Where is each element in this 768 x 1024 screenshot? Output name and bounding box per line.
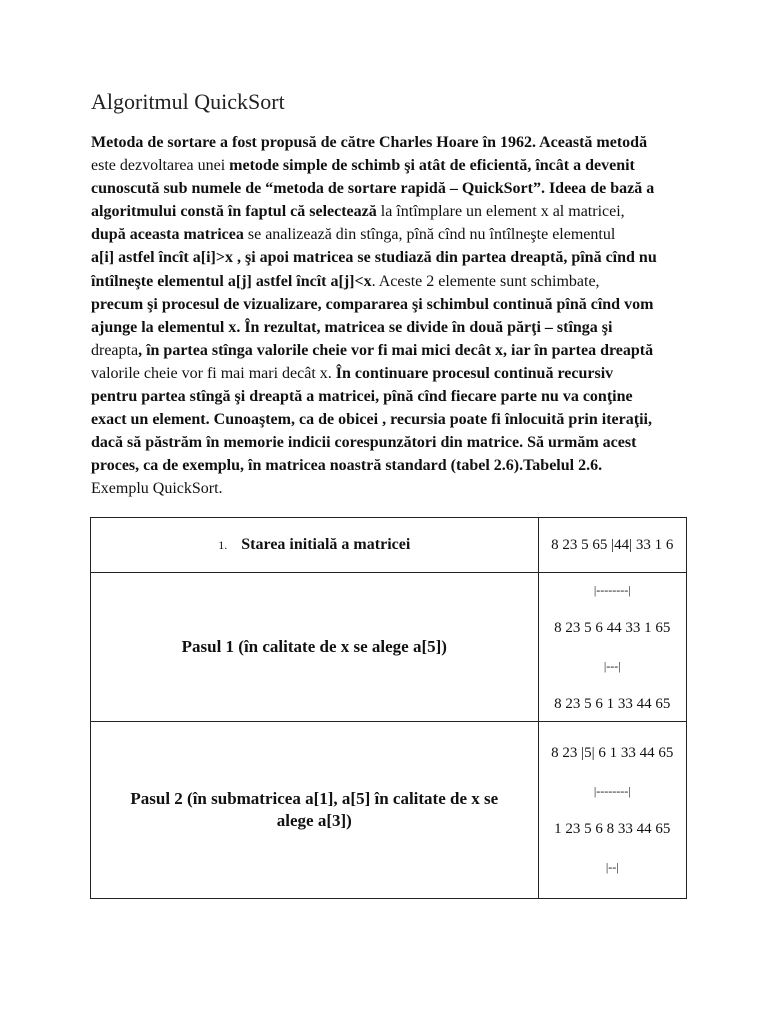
text-segment: ajunge la elementul x. În rezultat, matricea se divide în două părţi – stînga şi — [91, 318, 613, 336]
text-segment: se analizează din stînga, pînă cînd nu întîlneşte elementul — [243, 226, 616, 244]
paragraph-line — [91, 270, 691, 293]
paragraph-line — [91, 154, 691, 177]
paragraph-line — [91, 200, 691, 223]
paragraph-line — [91, 131, 691, 154]
range-marker: |--------| — [593, 582, 631, 597]
text-segment: la întîmplare un element x al matricei, — [376, 203, 625, 221]
text-segment: . Aceste 2 elemente sunt schimbate, — [371, 272, 600, 290]
text-segment: este dezvoltarea unei — [91, 157, 230, 175]
paragraph-line — [91, 408, 691, 431]
row-values-cell — [538, 573, 686, 722]
text-segment: dreapta — [91, 341, 139, 359]
array-state: 1 23 5 6 8 33 44 65 — [554, 820, 671, 837]
row-label-cell — [91, 722, 539, 899]
paragraph-line — [91, 385, 691, 408]
text-segment: exact un element. Cunoaştem, ca de obicei , recursia poate fi înlocuită prin iteraţii, — [91, 411, 652, 429]
row-number: 1. — [218, 537, 228, 552]
range-marker: |--------| — [593, 783, 631, 798]
array-state: 8 23 5 65 |44| 33 1 6 — [551, 536, 674, 553]
paragraph-line — [91, 293, 691, 316]
text-segment: dacă să păstrăm în memorie indicii corespunzători din matrice. Să urmăm acest — [91, 434, 637, 452]
row-values-cell — [538, 518, 686, 573]
paragraph-line — [91, 316, 691, 339]
text-segment: cunoscută sub numele de “metoda de sortare rapidă – QuickSort”. Ideea de bază a — [91, 180, 655, 198]
paragraph-line — [91, 177, 691, 200]
text-segment: întîlneşte elementul a[j] astfel încît a[j]<x — [91, 272, 372, 290]
paragraph-line — [91, 362, 691, 385]
text-segment: Metoda de sortare a fost propusă de către Charles Hoare în 1962. Această metodă — [91, 134, 648, 151]
array-state: 8 23 5 6 44 33 1 65 — [554, 619, 671, 636]
table-row — [91, 573, 687, 722]
text-segment: valorile cheie vor fi mai mari decât x. — [91, 364, 336, 382]
text-segment: Exemplu QuickSort. — [91, 480, 223, 498]
row-values-cell — [538, 722, 686, 899]
text-segment: după aceasta matricea — [91, 226, 244, 244]
array-state: 8 23 5 6 1 33 44 65 — [554, 695, 671, 712]
paragraph-line — [91, 431, 691, 454]
text-segment: În continuare procesul continuă recursiv — [335, 364, 614, 382]
paragraph-line — [91, 339, 691, 362]
row-label: Starea initială a matricei — [241, 536, 411, 553]
body-paragraph — [91, 131, 691, 501]
table-row — [91, 722, 687, 899]
paragraph-line — [91, 223, 691, 246]
document-title: Algoritmul QuickSort — [91, 89, 285, 114]
text-segment: metode simple de schimb şi atât de eficientă, încât a devenit — [229, 157, 635, 175]
text-segment: precum şi procesul de vizualizare, compararea şi schimbul continuă pînă cînd vom — [91, 295, 654, 313]
row-label-cell — [91, 518, 539, 573]
range-marker: |--| — [605, 859, 619, 874]
text-segment: pentru partea stîngă şi dreaptă a matricei, pînă cînd fiecare parte nu va conţine — [91, 388, 633, 406]
row-label-cell — [91, 573, 539, 722]
step-label: Pasul 2 (în submatricea a[1], a[5] în calitate de x se alege a[3]) — [130, 789, 499, 830]
quicksort-table — [90, 517, 687, 899]
paragraph-line — [91, 454, 691, 477]
text-segment: algoritmului constă în faptul că selectează — [91, 203, 377, 221]
paragraph-line — [91, 246, 691, 269]
array-state: 8 23 |5| 6 1 33 44 65 — [551, 744, 674, 761]
paragraph-line — [91, 477, 691, 500]
text-segment: , în partea stînga valorile cheie vor fi mai mici decât x, iar în partea dreaptă — [138, 341, 654, 359]
step-label: Pasul 1 (în calitate de x se alege a[5]) — [181, 637, 447, 656]
range-marker: |---| — [603, 658, 621, 673]
text-segment: a[i] astfel încît a[i]>x , şi apoi matricea se studiază din partea dreaptă, pînă cînd nu — [91, 249, 657, 267]
table-row — [91, 518, 687, 573]
text-segment: proces, ca de exemplu, în matricea noastră standard (tabel 2.6).Tabelul 2.6. — [91, 457, 603, 475]
